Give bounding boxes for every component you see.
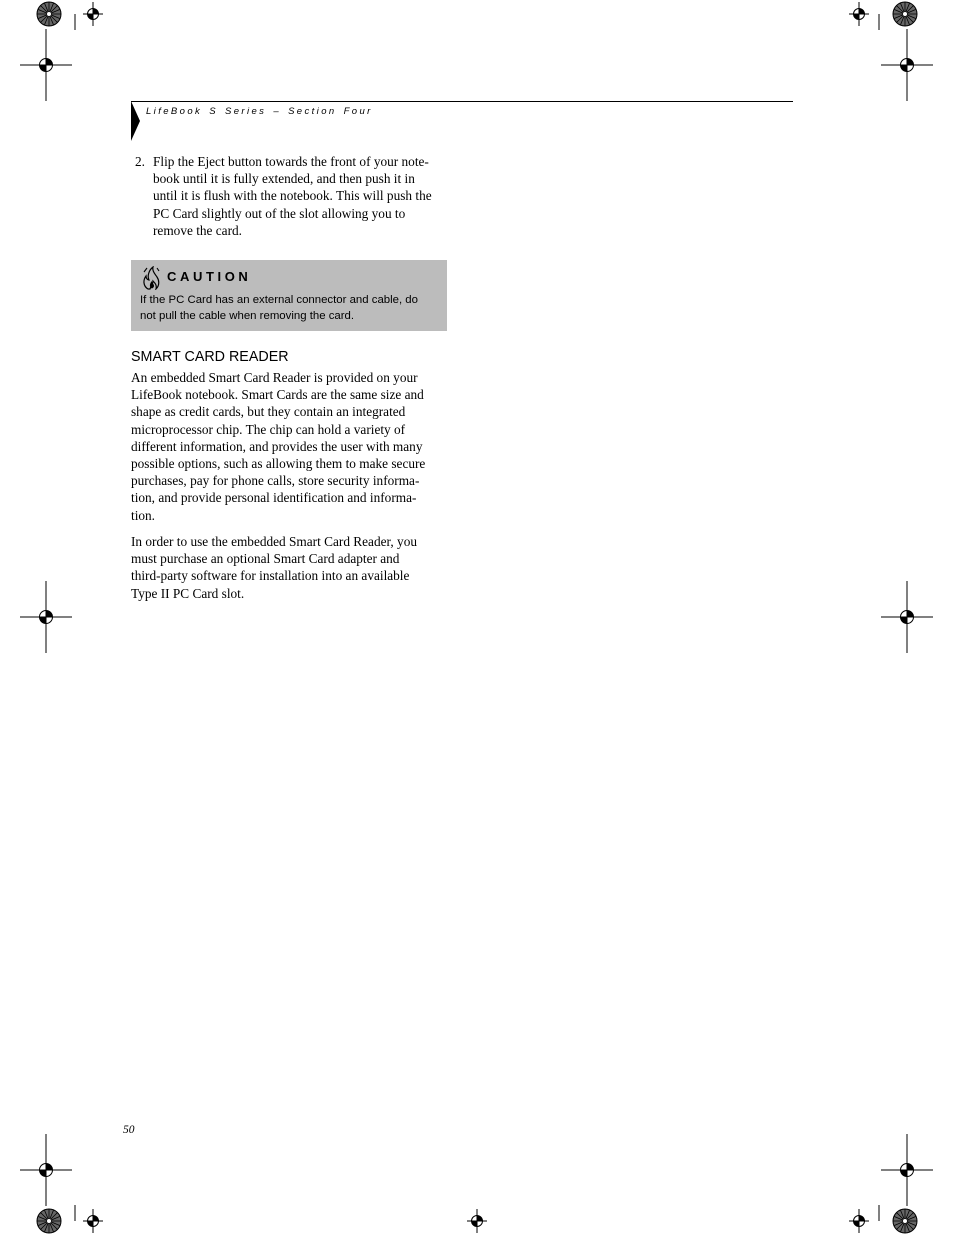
running-head: LifeBook S Series – Section Four	[146, 106, 373, 117]
header-rule	[131, 101, 793, 102]
paragraph-line: tion, and provide personal identification and informa-	[131, 490, 417, 506]
step-line: book until it is fully extended, and then push it in	[153, 171, 415, 187]
caution-line: If the PC Card has an external connector and cable, do	[140, 294, 418, 306]
paragraph-line: LifeBook notebook. Smart Cards are the same size and	[131, 387, 424, 403]
step-line: until it is flush with the notebook. This will push the	[153, 188, 432, 204]
step-text	[153, 153, 450, 239]
paragraph-line: different information, and provides the user with many	[131, 438, 423, 454]
paragraph-line: An embedded Smart Card Reader is provided on your	[131, 370, 418, 385]
step-line: PC Card slightly out of the slot allowing you to	[153, 205, 406, 221]
step-number: 2.	[135, 154, 145, 169]
step-line: Flip the Eject button towards the front of your note-	[153, 154, 429, 169]
step-line: remove the card.	[153, 222, 242, 238]
paragraph-line: Type II PC Card slot.	[131, 585, 245, 601]
body-paragraph	[131, 533, 449, 602]
page-number: 50	[123, 1124, 135, 1136]
caution-box	[131, 260, 447, 331]
flame-caution-icon	[142, 266, 162, 290]
paragraph-line: tion.	[131, 507, 156, 523]
paragraph-line: microprocessor chip. The chip can hold a variety of	[131, 421, 406, 437]
paragraph-line: In order to use the embedded Smart Card Reader, you	[131, 534, 417, 549]
paragraph-line: possible options, such as allowing them to make secure	[131, 456, 426, 472]
paragraph-line: purchases, pay for phone calls, store security informa-	[131, 473, 420, 489]
paragraph-line: third-party software for installation into an available	[131, 568, 410, 584]
header-tab-marker	[131, 101, 140, 141]
numbered-step	[135, 153, 450, 239]
caution-body	[140, 292, 442, 324]
paragraph-line: shape as credit cards, but they contain an integrated	[131, 404, 406, 420]
section-heading: SMART CARD READER	[131, 349, 289, 365]
caution-title: CAUTION	[167, 269, 252, 284]
caution-line: not pull the cable when removing the card.	[140, 310, 355, 322]
paragraph-line: must purchase an optional Smart Card adapter and	[131, 551, 400, 567]
body-paragraph	[131, 369, 449, 524]
